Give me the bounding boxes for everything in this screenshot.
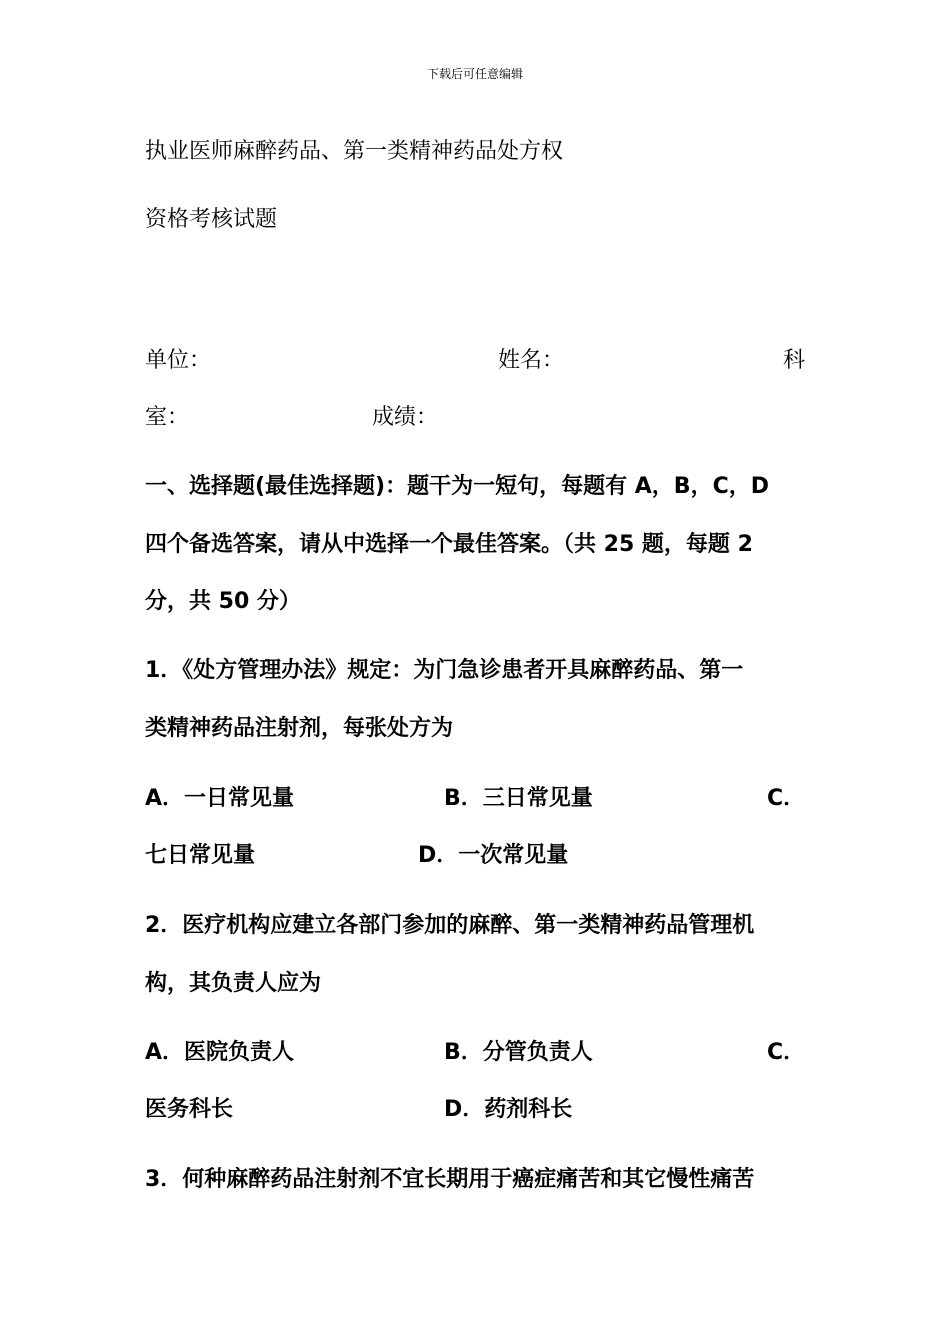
question-2-option-c-text: 医务科长 — [145, 1097, 234, 1122]
question-1-option-a: A．一日常见量 — [145, 786, 295, 811]
section1-instructions-line2: 四个备选答案，请从中选择一个最佳答案。（共 25 题，每题 2 — [145, 532, 753, 557]
dept-label-part2: 室： — [145, 405, 190, 430]
question-1-option-c-letter: C． — [767, 786, 806, 811]
question-2-option-a: A．医院负责人 — [145, 1040, 295, 1065]
document-title-line1: 执业医师麻醉药品、第一类精神药品处方权 — [145, 139, 564, 164]
section1-instructions-line1: 一、选择题(最佳选择题)：题干为一短句，每题有 A，B，C，D — [145, 474, 769, 499]
document-title-line2: 资格考核试题 — [145, 207, 278, 232]
header-note: 下载后可任意编辑 — [426, 67, 523, 81]
question-1-stem-line2: 类精神药品注射剂，每张处方为 — [145, 716, 454, 741]
name-label: 姓名： — [498, 348, 565, 373]
question-2-option-c-letter: C． — [767, 1040, 806, 1065]
question-2-stem-line1: 2．医疗机构应建立各部门参加的麻醉、第一类精神药品管理机 — [145, 913, 755, 938]
question-2-option-d: D．药剂科长 — [444, 1097, 573, 1122]
score-label: 成绩： — [372, 405, 439, 430]
unit-label: 单位： — [145, 348, 212, 373]
question-1-option-c-text: 七日常见量 — [145, 843, 256, 868]
question-3-stem-line1: 3．何种麻醉药品注射剂不宜长期用于癌症痛苦和其它慢性痛苦 — [145, 1167, 755, 1192]
question-1-stem-line1: 1．《处方管理办法》规定：为门急诊患者开具麻醉药品、第一 — [145, 658, 744, 683]
section1-instructions-line3: 分，共 50 分） — [145, 589, 301, 614]
question-1-option-b: B．三日常见量 — [444, 786, 593, 811]
question-2-stem-line2: 构，其负责人应为 — [145, 971, 322, 996]
question-2-option-b: B．分管负责人 — [444, 1040, 593, 1065]
dept-label-part1: 科 — [783, 348, 806, 373]
question-1-option-d: D．一次常见量 — [418, 843, 569, 868]
